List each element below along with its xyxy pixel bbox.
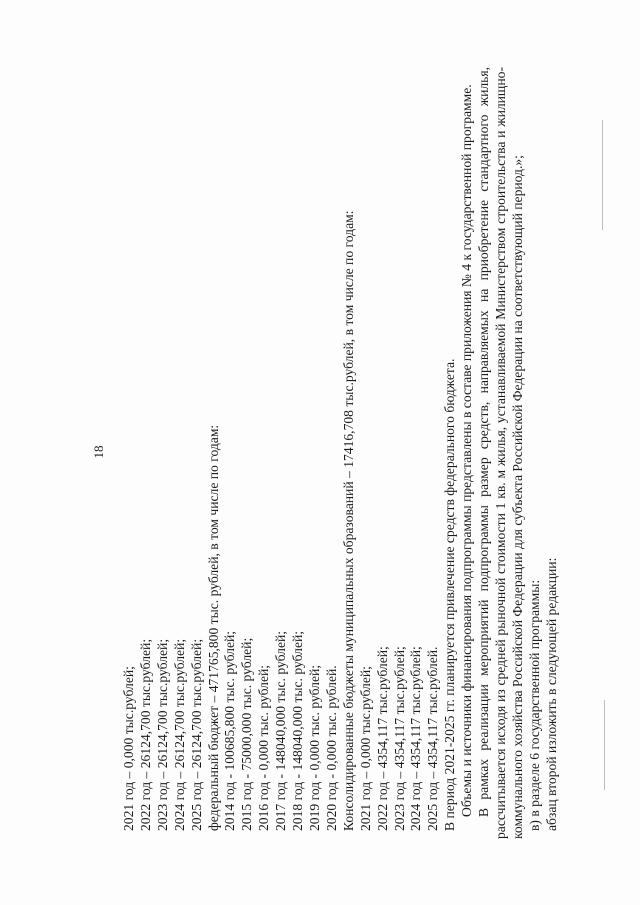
text-line: 2022 год – 4354,117 тыс.рублей; [374,646,390,831]
page-number: 18 [91,445,106,459]
paragraph-funding-sources: Объемы и источники финансирования подпрограммы представлены в составе приложения № 4 к государственной программе. [459,84,475,817]
scan-edge-mark [602,120,603,230]
text-line: 2020 год - 0,000 тыс. рублей. [323,665,339,831]
scan-edge-mark [604,700,605,790]
text-line: 2025 год – 4354,117 тыс.рублей. [425,646,441,831]
text-line: 2024 год – 4354,117 тыс.рублей; [408,646,424,831]
text-line: 2018 год - 148040,000 тыс. рублей; [290,630,306,831]
text-line: 2021 год – 0,000 тыс.рублей; [121,666,136,831]
rotated-document [85,37,559,867]
text-line: 2021 год – 0,000 тыс.рублей; [357,666,373,831]
document-body [121,67,561,839]
text-line: 2015 год - 75000,000 тыс. рублей; [239,637,255,831]
text-line: 2024 год – 26124,700 тыс.рублей; [171,638,187,831]
text-line: Консолидированные бюджеты муниципальных образований – 17416,708 тыс.рублей, в том числе по годам: [340,210,356,831]
text-line: 2017 год - 148040,000 тыс. рублей; [273,630,289,831]
list-item-v: в) в разделе 6 государственной программы: [526,579,542,831]
text-line: федеральный бюджет – 471765,800 тыс. рублей, в том числе по годам: [205,424,221,831]
text-line: 2023 год – 26124,700 тыс.рублей; [154,638,170,831]
text-line: 2019 год - 0,000 тыс. рублей; [306,664,322,831]
text-line: 2023 год – 4354,117 тыс.рублей; [391,646,407,831]
text-line: 2022 год – 26124,700 тыс.рублей; [137,638,153,831]
text-line: 2016 год - 0,000 тыс. рублей; [256,664,272,831]
text-line: 2025 год – 26124,700 тыс.рублей; [188,638,204,831]
paragraph-housing-cost: В рамках реализации мероприятий подпрограммы размер средств, направляемых на приобретение стандартного жилья, рассчитывается исходя из средней рыночной стоимости 1 кв. м жилья, устанавливаемой Министерством строительства и жилищно-коммунального хозяйства Российской Федерации для субъекта Российской Федерации на соответствующий период.»; [476,67,525,839]
list-item-paragraph-two: абзац второй изложить в следующей редакции: [543,557,559,831]
text-line: В период 2021-2025 гг. планируется привлечение средств федерального бюджета. [442,358,458,831]
text-line: 2014 год - 100685,800 тыс. рублей; [222,630,238,831]
